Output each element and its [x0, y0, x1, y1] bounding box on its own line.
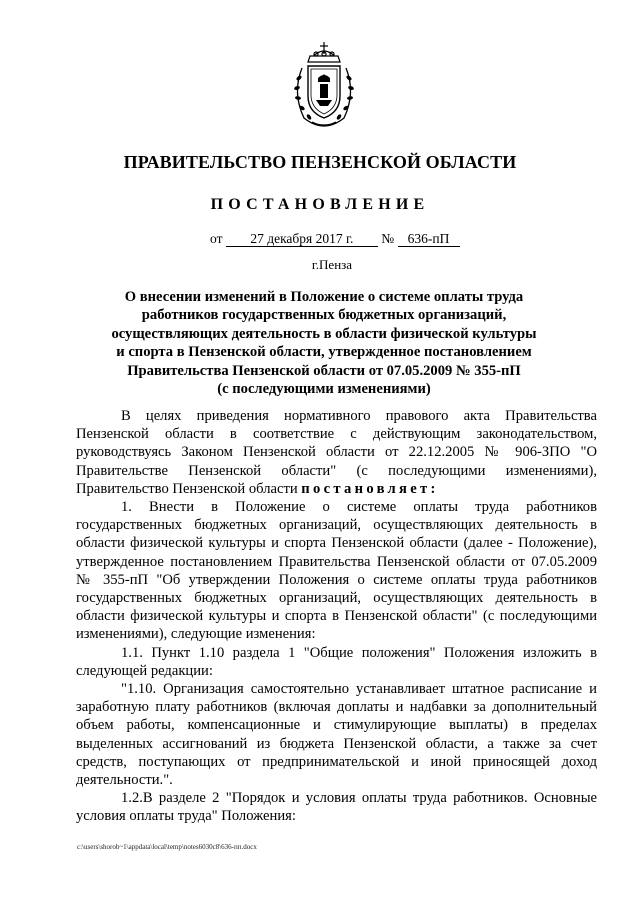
- title-line: (с последующими изменениями): [217, 381, 431, 398]
- preamble-text: В целях приведения нормативного правового акта Правительства Пензенской области в соответствие с действующим законодательством, руководствуясь Законом Пензенской области от 22.12.2005 № 906-ЗПО "О Правительстве Пензенской области" (с последующими изменениями), Правительство Пензенской области: [76, 408, 597, 497]
- document-date: 27 декабря 2017 г.: [226, 231, 378, 247]
- file-path-footer: c:\users\shorob~1\appdata\local\temp\notes6030c8\636-пп.docx: [77, 843, 257, 851]
- title-line: осуществляющих деятельность в области физической культуры: [111, 325, 537, 342]
- document-type: ПОСТАНОВЛЕНИЕ: [210, 196, 430, 213]
- city: г.Пенза: [311, 257, 353, 272]
- title-line: О внесении изменений в Положение о системе оплаты труда: [124, 289, 524, 305]
- document-body: [76, 407, 597, 826]
- organization-name: ПРАВИТЕЛЬСТВО ПЕНЗЕНСКОЙ ОБЛАСТИ: [123, 152, 517, 172]
- coat-of-arms-icon: [288, 38, 360, 130]
- title-line: работников государственных бюджетных организаций,: [141, 307, 507, 324]
- document-number: 636-пП: [398, 231, 460, 247]
- number-prefix: №: [381, 231, 395, 246]
- paragraph-quoted-1-10: "1.10. Организация самостоятельно устанавливает штатное расписание и заработную плату работников (включая доплаты и надбавки за дополнительный объем работы, компенсационные и стимулирующие выплаты) в пределах выделенных ассигнований из бюджета Пензенской области, а также за счет средств, поступающих от предпринимательской и иной приносящей доход деятельности.".: [76, 681, 597, 789]
- date-number-line: [210, 231, 460, 247]
- paragraph-item-1-2: 1.2.В разделе 2 "Порядок и условия оплаты труда работников. Основные условия оплаты труда" Положения:: [76, 790, 597, 825]
- paragraph-item-1: 1. Внести в Положение о системе оплаты труда работников государственных бюджетных организаций, осуществляющих деятельность в области физической культуры и спорта Пензенской области (далее - Положение), утвержденное постановлением Правительства Пензенской области от 07.05.2009 № 355-пП "Об утверждении Положения о системе оплаты труда работников государственных бюджетных организаций, осуществляющих деятельность в области физической культуры и спорта в Пензенской области" (с последующими изменениями), следующие изменения:: [76, 499, 597, 643]
- resolves-keyword: постановляет:: [301, 480, 439, 497]
- document-title: [96, 288, 552, 398]
- title-line: Правительства Пензенской области от 07.05.2009 № 355-пП: [127, 362, 521, 379]
- date-prefix: от: [210, 231, 223, 246]
- title-line: и спорта в Пензенской области, утвержденное постановлением: [116, 344, 532, 361]
- paragraph-preamble: [76, 407, 597, 498]
- paragraph-item-1-1: 1.1. Пункт 1.10 раздела 1 "Общие положения" Положения изложить в следующей редакции:: [76, 644, 597, 679]
